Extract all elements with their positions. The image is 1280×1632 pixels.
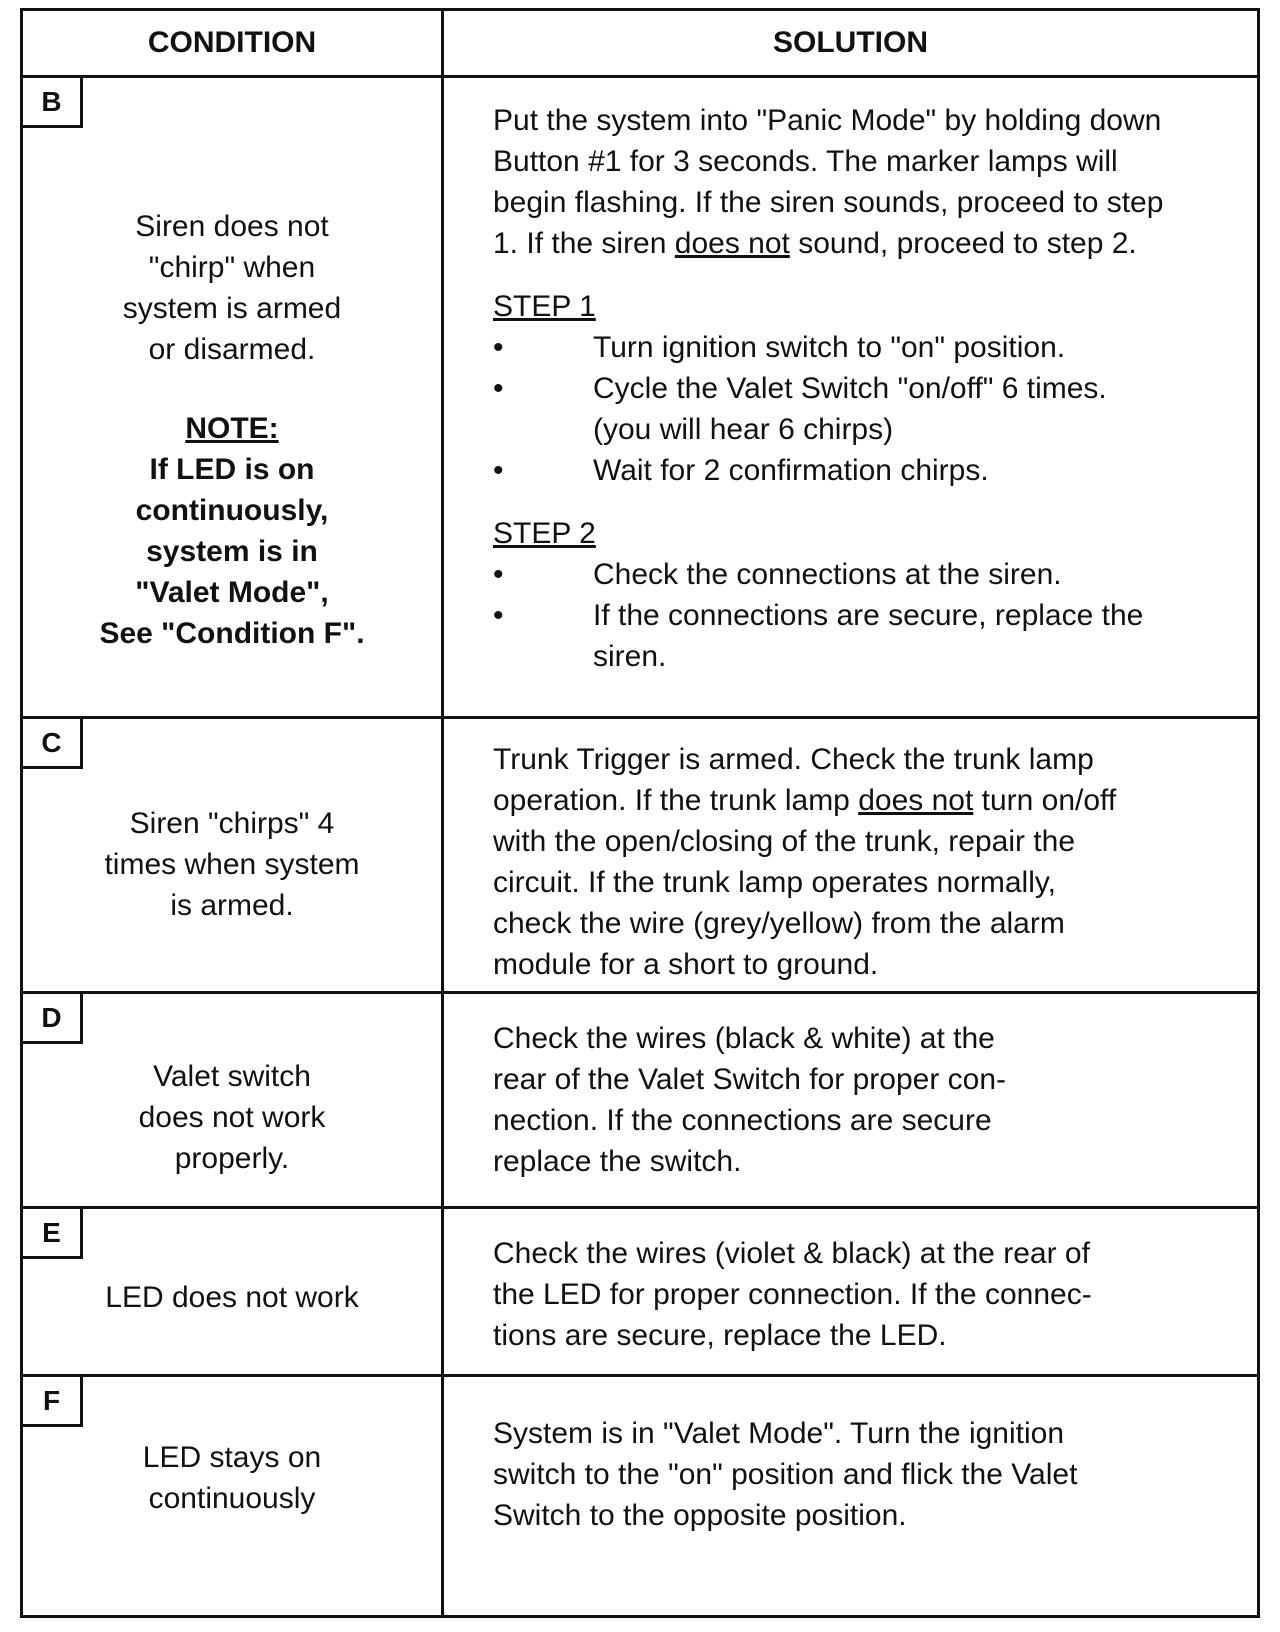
solution-line: Trunk Trigger is armed. Check the trunk lamp bbox=[493, 743, 1094, 776]
solution-line: circuit. If the trunk lamp operates normally, bbox=[493, 866, 1056, 899]
condition-line: is armed. bbox=[170, 889, 294, 922]
condition-line: system is armed bbox=[122, 292, 342, 325]
solution-line: Put the system into "Panic Mode" by holding down bbox=[493, 104, 1162, 137]
condition-line: LED stays on bbox=[142, 1441, 322, 1474]
solution-text bbox=[493, 100, 1253, 677]
condition-text bbox=[23, 1056, 441, 1179]
condition-line: Siren "chirps" 4 bbox=[129, 807, 335, 840]
condition-line: does not work bbox=[138, 1101, 326, 1134]
solution-text bbox=[493, 1018, 1253, 1182]
solution-text bbox=[493, 1233, 1253, 1356]
solution-line: rear of the Valet Switch for proper con- bbox=[493, 1063, 1007, 1096]
text-span: turn on/off bbox=[973, 784, 1117, 817]
text-span: 1. If the siren bbox=[493, 227, 675, 260]
row-letter: C bbox=[23, 719, 83, 769]
note-line: See "Condition F". bbox=[99, 617, 365, 650]
solution-line: Check the wires (black & white) at the bbox=[493, 1022, 995, 1055]
row-letter: B bbox=[23, 78, 83, 128]
solution-text bbox=[493, 1413, 1253, 1536]
text-span: operation. If the trunk lamp bbox=[493, 784, 859, 817]
header-solution: SOLUTION bbox=[773, 26, 928, 59]
condition-line: properly. bbox=[174, 1142, 290, 1175]
condition-text bbox=[23, 803, 441, 926]
note-title: NOTE: bbox=[185, 412, 279, 445]
step2-item-cont bbox=[493, 636, 1253, 677]
header-condition: CONDITION bbox=[147, 26, 317, 59]
condition-line: Valet switch bbox=[153, 1060, 311, 1093]
row-c bbox=[23, 719, 1257, 991]
condition-line: continuously bbox=[148, 1482, 316, 1515]
row-d bbox=[23, 994, 1257, 1206]
step-text: If the connections are secure, replace the bbox=[593, 599, 1144, 632]
solution-line: module for a short to ground. bbox=[493, 948, 879, 981]
step-text: Cycle the Valet Switch "on/off" 6 times. bbox=[593, 372, 1107, 405]
bullet: • bbox=[493, 454, 504, 487]
troubleshooting-table bbox=[20, 8, 1260, 1618]
underlined-text: does not bbox=[858, 784, 974, 817]
solution-line: check the wire (grey/yellow) from the alarm bbox=[493, 907, 1065, 940]
condition-line: LED does not work bbox=[105, 1281, 359, 1314]
step2-item bbox=[493, 595, 1253, 636]
note-line: "Valet Mode", bbox=[135, 576, 329, 609]
bullet: • bbox=[493, 558, 504, 591]
solution-line: begin flashing. If the siren sounds, proceed to step bbox=[493, 186, 1164, 219]
text-span: sound, proceed to step 2. bbox=[789, 227, 1137, 260]
solution-text bbox=[493, 739, 1253, 985]
step1-item bbox=[493, 327, 1253, 368]
condition-text bbox=[23, 206, 441, 654]
step-text: siren. bbox=[593, 640, 667, 673]
note-line: If LED is on bbox=[149, 453, 315, 486]
row-b bbox=[23, 78, 1257, 716]
row-e bbox=[23, 1209, 1257, 1374]
solution-line: replace the switch. bbox=[493, 1145, 742, 1178]
condition-text bbox=[23, 1277, 441, 1318]
solution-line: with the open/closing of the trunk, repair the bbox=[493, 825, 1076, 858]
step1-item-cont bbox=[493, 409, 1253, 450]
step-text: (you will hear 6 chirps) bbox=[593, 413, 894, 446]
note-line: continuously, bbox=[135, 494, 329, 527]
condition-line: or disarmed. bbox=[148, 333, 316, 366]
solution-line: nection. If the connections are secure bbox=[493, 1104, 992, 1137]
solution-line: switch to the "on" position and flick the Valet bbox=[493, 1458, 1078, 1491]
step2-title: STEP 2 bbox=[493, 517, 596, 550]
condition-text bbox=[23, 1437, 441, 1519]
step1-item bbox=[493, 368, 1253, 409]
solution-line bbox=[493, 780, 1253, 821]
step-text: Wait for 2 confirmation chirps. bbox=[593, 454, 989, 487]
solution-line: Button #1 for 3 seconds. The marker lamps will bbox=[493, 145, 1118, 178]
solution-line bbox=[493, 223, 1253, 264]
solution-line: System is in "Valet Mode". Turn the ignition bbox=[493, 1417, 1065, 1450]
condition-line: Siren does not bbox=[135, 210, 329, 243]
row-letter: F bbox=[23, 1377, 83, 1427]
row-f bbox=[23, 1377, 1257, 1615]
underlined-text: does not bbox=[674, 227, 790, 260]
step1-title: STEP 1 bbox=[493, 290, 596, 323]
bullet: • bbox=[493, 372, 504, 405]
solution-line: Check the wires (violet & black) at the rear of bbox=[493, 1237, 1090, 1270]
condition-line: times when system bbox=[104, 848, 360, 881]
step2-item bbox=[493, 554, 1253, 595]
row-letter: D bbox=[23, 994, 83, 1044]
bullet: • bbox=[493, 331, 504, 364]
step-text: Turn ignition switch to "on" position. bbox=[593, 331, 1066, 364]
solution-line: tions are secure, replace the LED. bbox=[493, 1319, 947, 1352]
bullet: • bbox=[493, 599, 504, 632]
note-line: system is in bbox=[146, 535, 318, 568]
step-text: Check the connections at the siren. bbox=[593, 558, 1062, 591]
solution-line: the LED for proper connection. If the connec- bbox=[493, 1278, 1092, 1311]
condition-line: "chirp" when bbox=[148, 251, 316, 284]
row-letter: E bbox=[23, 1209, 83, 1259]
step1-item bbox=[493, 450, 1253, 491]
solution-line: Switch to the opposite position. bbox=[493, 1499, 907, 1532]
